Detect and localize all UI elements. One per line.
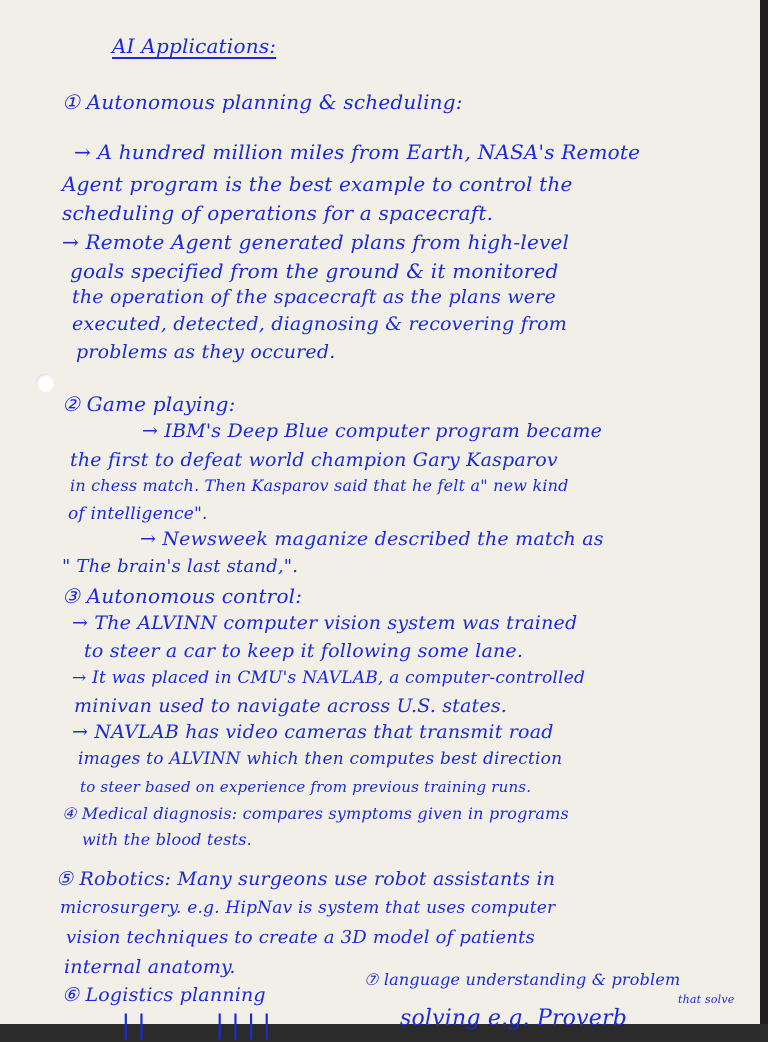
note-line: vision techniques to create a 3D model of patients	[66, 927, 535, 948]
section-4-line: ④ Medical diagnosis: compares symptoms given in programs	[62, 804, 569, 823]
note-superscript: that solve	[678, 993, 735, 1006]
note-line: " The brain's last stand,".	[62, 556, 299, 577]
page-edge-shadow	[760, 0, 768, 1024]
section-7-line: ⑦ language understanding & problem	[364, 970, 681, 989]
page-title: AI Applications:	[112, 34, 277, 58]
section-2-heading	[62, 392, 236, 416]
note-line: → Newsweek maganize described the match as	[140, 528, 604, 550]
note-line: goals specified from the ground & it monitored	[70, 259, 559, 283]
note-line: the first to defeat world champion Gary Kasparov	[70, 449, 558, 471]
note-line: microsurgery. e.g. HipNav is system that uses computer	[60, 898, 556, 918]
note-line-cutoff: solving e.g. Proverb	[400, 1006, 627, 1031]
note-line: the operation of the spacecraft as the plans were	[72, 286, 556, 308]
note-line: problems as they occured.	[76, 341, 336, 363]
section-6-line: ⑥ Logistics planning	[62, 984, 266, 1006]
note-line: with the blood tests.	[82, 830, 252, 849]
section-5-line: ⑤ Robotics: Many surgeons use robot assistants in	[56, 868, 556, 890]
note-line: → It was placed in CMU's NAVLAB, a computer-controlled	[72, 668, 586, 688]
section-3-heading-text: ③ Autonomous control:	[62, 584, 303, 608]
note-line: → The ALVINN computer vision system was trained	[72, 612, 578, 634]
note-line: in chess match. Then Kasparov said that he felt a" new kind	[70, 476, 569, 495]
section-3-heading	[62, 584, 302, 608]
note-line-cutoff: || ||||	[118, 1010, 275, 1040]
note-line: scheduling of operations for a spacecraft.	[62, 201, 494, 225]
section-2-heading-text: ② Game playing:	[62, 392, 236, 416]
note-line: minivan used to navigate across U.S. states.	[74, 695, 508, 717]
note-line: Agent program is the best example to control the	[62, 172, 573, 196]
binder-hole	[36, 374, 54, 392]
note-line: → Remote Agent generated plans from high-level	[62, 230, 570, 254]
note-line: → NAVLAB has video cameras that transmit road	[72, 721, 554, 743]
note-line: → A hundred million miles from Earth, NASA's Remote	[74, 140, 641, 164]
section-1-heading-text: ① Autonomous planning & scheduling:	[62, 90, 463, 114]
note-line: to steer a car to keep it following some lane.	[84, 640, 524, 662]
section-1-heading	[62, 90, 463, 114]
note-line: images to ALVINN which then computes best direction	[78, 749, 563, 769]
note-line: of intelligence".	[68, 504, 208, 524]
note-line: executed, detected, diagnosing & recovering from	[72, 313, 568, 335]
note-line: internal anatomy.	[64, 956, 236, 978]
note-line: to steer based on experience from previous training runs.	[80, 778, 532, 796]
note-line: → IBM's Deep Blue computer program became	[142, 420, 603, 442]
